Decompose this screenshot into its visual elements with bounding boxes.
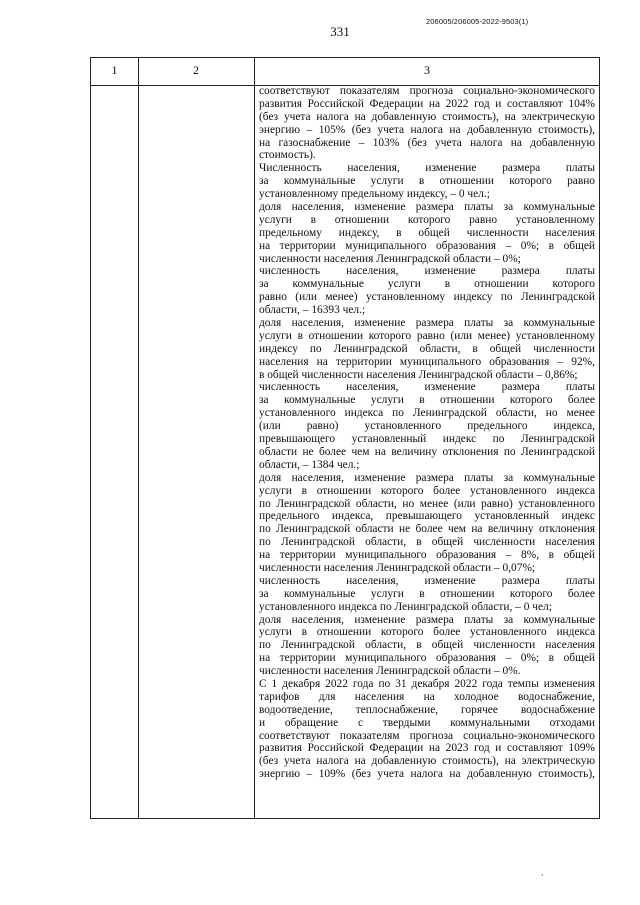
text-line: в общей численности населения Ленинградской области – 0,86%; bbox=[259, 368, 578, 381]
document-id: 206005/206005-2022-9503(1) bbox=[426, 17, 529, 26]
text-line: области не более чем на величину отклонения по Ленинградской bbox=[259, 445, 595, 458]
text-line: энергию – 109% (без учета налога на добавленную стоимость), bbox=[259, 768, 595, 781]
text-line: развития Российской Федерации на 2023 год и составляют 109% bbox=[259, 742, 595, 755]
text-line: стоимость). bbox=[259, 149, 316, 162]
text-line: равно (или менее) установленному индексу по Ленинградской bbox=[259, 291, 595, 304]
text-line: услуги в отношении которого более установленного индекса bbox=[259, 626, 595, 639]
text-line: предельного индекса, превышающего установленный индекс bbox=[259, 510, 595, 523]
text-line: соответствуют показателям прогноза социально-экономического bbox=[259, 729, 595, 742]
text-line: за коммунальные услуги в отношении которого более bbox=[259, 394, 595, 407]
text-line: тарифов для населения на холодное водоснабжение, bbox=[259, 690, 595, 703]
text-line: по Ленинградской области, в общей численности населения bbox=[259, 536, 595, 549]
text-line: доля населения, изменение размера платы за коммунальные bbox=[259, 471, 595, 484]
text-line: услуги в отношении которого более установленного индекса bbox=[259, 484, 595, 497]
text-line: услуги в отношении которого равно установленному bbox=[259, 213, 595, 226]
text-line: численность населения, изменение размера платы bbox=[259, 265, 595, 278]
text-line: энергию – 105% (без учета налога на добавленную стоимость), bbox=[259, 123, 595, 136]
text-line: численности населения Ленинградской области – 0,07%; bbox=[259, 561, 536, 574]
text-line: (без учета налога на добавленную стоимость), на электрическую bbox=[259, 110, 595, 123]
text-line: численности населения Ленинградской области – 0%; bbox=[259, 252, 521, 265]
text-line: области, – 1384 чел.; bbox=[259, 458, 360, 471]
text-line: за коммунальные услуги в отношении которого bbox=[259, 278, 595, 291]
text-line: по Ленинградской области, но менее (или равно) установленного bbox=[259, 497, 595, 510]
text-line: населения на территории муниципального образования – 92%, bbox=[259, 355, 595, 368]
text-line: установленного индекса по Ленинградской области, но менее bbox=[259, 407, 595, 420]
text-line: доля населения, изменение размера платы за коммунальные bbox=[259, 613, 595, 626]
column-header-2: 2 bbox=[193, 63, 199, 77]
text-line: численность населения, изменение размера платы bbox=[259, 381, 595, 394]
text-line: водоотведение, теплоснабжение, горячее водоснабжение bbox=[259, 703, 595, 716]
text-line: на территории муниципального образования – 8%, в общей bbox=[259, 549, 595, 562]
text-line: развития Российской Федерации на 2022 год и составляют 104% bbox=[259, 97, 595, 110]
column-divider-1 bbox=[138, 58, 139, 818]
text-line: по Ленинградской области, в общей численности населения bbox=[259, 639, 595, 652]
text-line: предельному индексу, в общей численности населения bbox=[259, 226, 595, 239]
text-line: установленному предельному индексу, – 0 чел.; bbox=[259, 188, 490, 201]
page-number: 331 bbox=[330, 24, 350, 39]
text-line: установленного индекса по Ленинградской области, – 0 чел; bbox=[259, 600, 552, 613]
text-line: услуги в отношении которого равно (или менее) установленному bbox=[259, 329, 595, 342]
text-line: численность населения, изменение размера платы bbox=[259, 574, 595, 587]
scan-mark: ‚ bbox=[541, 868, 544, 877]
text-line: превышающего установленный индекс по Ленинградской bbox=[259, 433, 595, 446]
text-line: на территории муниципального образования – 0%; в общей bbox=[259, 239, 595, 252]
text-line: за коммунальные услуги в отношении которого более bbox=[259, 587, 595, 600]
text-line: за коммунальные услуги в отношении которого равно bbox=[259, 175, 595, 188]
text-line: доля населения, изменение размера платы за коммунальные bbox=[259, 317, 595, 330]
text-line: соответствуют показателям прогноза социально-экономического bbox=[259, 85, 595, 97]
text-line: на территории муниципального образования – 0%; в общей bbox=[259, 652, 595, 665]
text-line: области, – 16393 чел.; bbox=[259, 304, 366, 317]
text-line: Численность населения, изменение размера платы bbox=[259, 162, 595, 175]
text-line: доля населения, изменение размера платы за коммунальные bbox=[259, 201, 595, 214]
text-line: С 1 декабря 2022 года по 31 декабря 2022 года темпы изменения bbox=[259, 677, 595, 690]
text-line: численности населения Ленинградской области – 0%. bbox=[259, 665, 521, 678]
text-line: (без учета налога на добавленную стоимость), на электрическую bbox=[259, 755, 595, 768]
text-line: на газоснабжение – 103% (без учета налога на добавленную bbox=[259, 136, 595, 149]
column-header-1: 1 bbox=[111, 63, 118, 77]
column-3-text bbox=[259, 85, 595, 781]
text-line: индексу по Ленинградской области, в общей численности bbox=[259, 342, 595, 355]
column-header-3: 3 bbox=[424, 63, 430, 77]
text-line: по Ленинградской области не более чем на величину отклонения bbox=[259, 523, 595, 536]
column-divider-2 bbox=[254, 58, 255, 818]
text-line: и обращение с твердыми коммунальными отходами bbox=[259, 716, 595, 729]
text-line: (или равно) установленного предельного индекса, bbox=[259, 420, 595, 433]
